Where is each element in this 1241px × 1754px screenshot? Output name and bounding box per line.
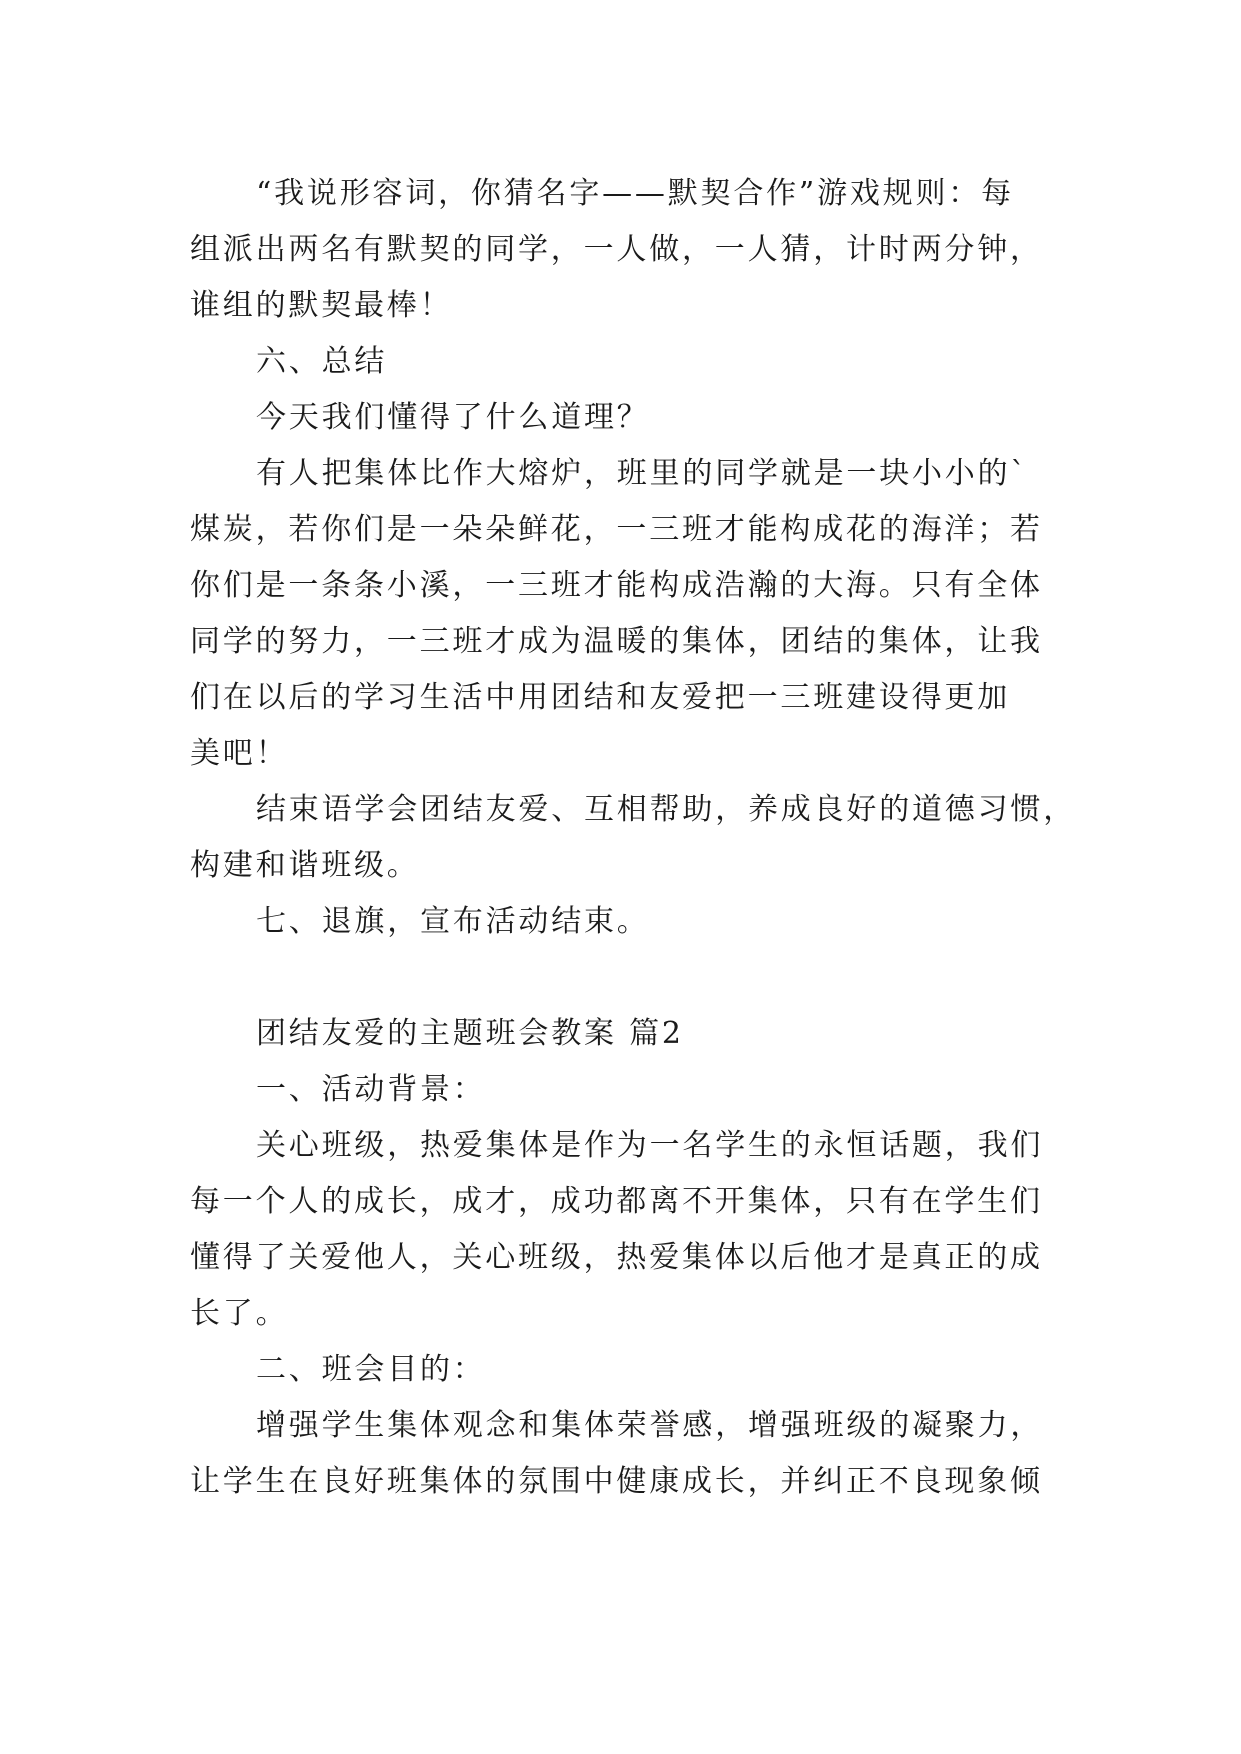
section-heading: 二、班会目的：	[256, 1352, 486, 1387]
section-heading: 六、总结	[256, 344, 388, 379]
blank-line	[190, 950, 1060, 1006]
document-title: 团结友爱的主题班会教案 篇2	[256, 1016, 684, 1051]
text-line: 有人把集体比作大熔炉，班里的同学就是一块小小的`	[256, 456, 1029, 491]
text-line: 长了。	[190, 1296, 289, 1331]
text-line: 结束语学会团结友爱、互相帮助，养成良好的道德习惯，	[256, 792, 1076, 827]
text-line: 美吧！	[190, 736, 289, 771]
text-line: 让学生在良好班集体的氛围中健康成长，并纠正不良现象倾	[190, 1464, 1043, 1499]
section-heading: 七、退旗，宣布活动结束。	[256, 904, 650, 939]
text-line: 每一个人的成长，成才，成功都离不开集体，只有在学生们	[190, 1184, 1043, 1219]
text-line: “我说形容词，你猜名字——默契合作”游戏规则：每	[256, 176, 1014, 211]
text-line: 懂得了关爱他人，关心班级，热爱集体以后他才是真正的成	[190, 1240, 1043, 1275]
text-line: 们在以后的学习生活中用团结和友爱把一三班建设得更加	[190, 680, 1010, 715]
text-line: 同学的努力，一三班才成为温暖的集体，团结的集体，让我	[190, 624, 1043, 659]
text-line: 你们是一条条小溪，一三班才能构成浩瀚的大海。只有全体	[190, 568, 1043, 603]
text-line: 关心班级，热爱集体是作为一名学生的永恒话题，我们	[256, 1128, 1044, 1163]
section-heading: 一、活动背景：	[256, 1072, 486, 1107]
document-body	[190, 166, 1076, 1510]
text-line: 构建和谐班级。	[190, 848, 420, 883]
text-line: 增强学生集体观念和集体荣誉感，增强班级的凝聚力，	[256, 1408, 1044, 1443]
text-line: 谁组的默契最棒！	[190, 288, 453, 323]
text-line: 今天我们懂得了什么道理？	[256, 400, 650, 435]
text-line: 煤炭，若你们是一朵朵鲜花，一三班才能构成花的海洋；若	[190, 512, 1043, 547]
text-line: 组派出两名有默契的同学，一人做，一人猜，计时两分钟，	[190, 232, 1043, 267]
